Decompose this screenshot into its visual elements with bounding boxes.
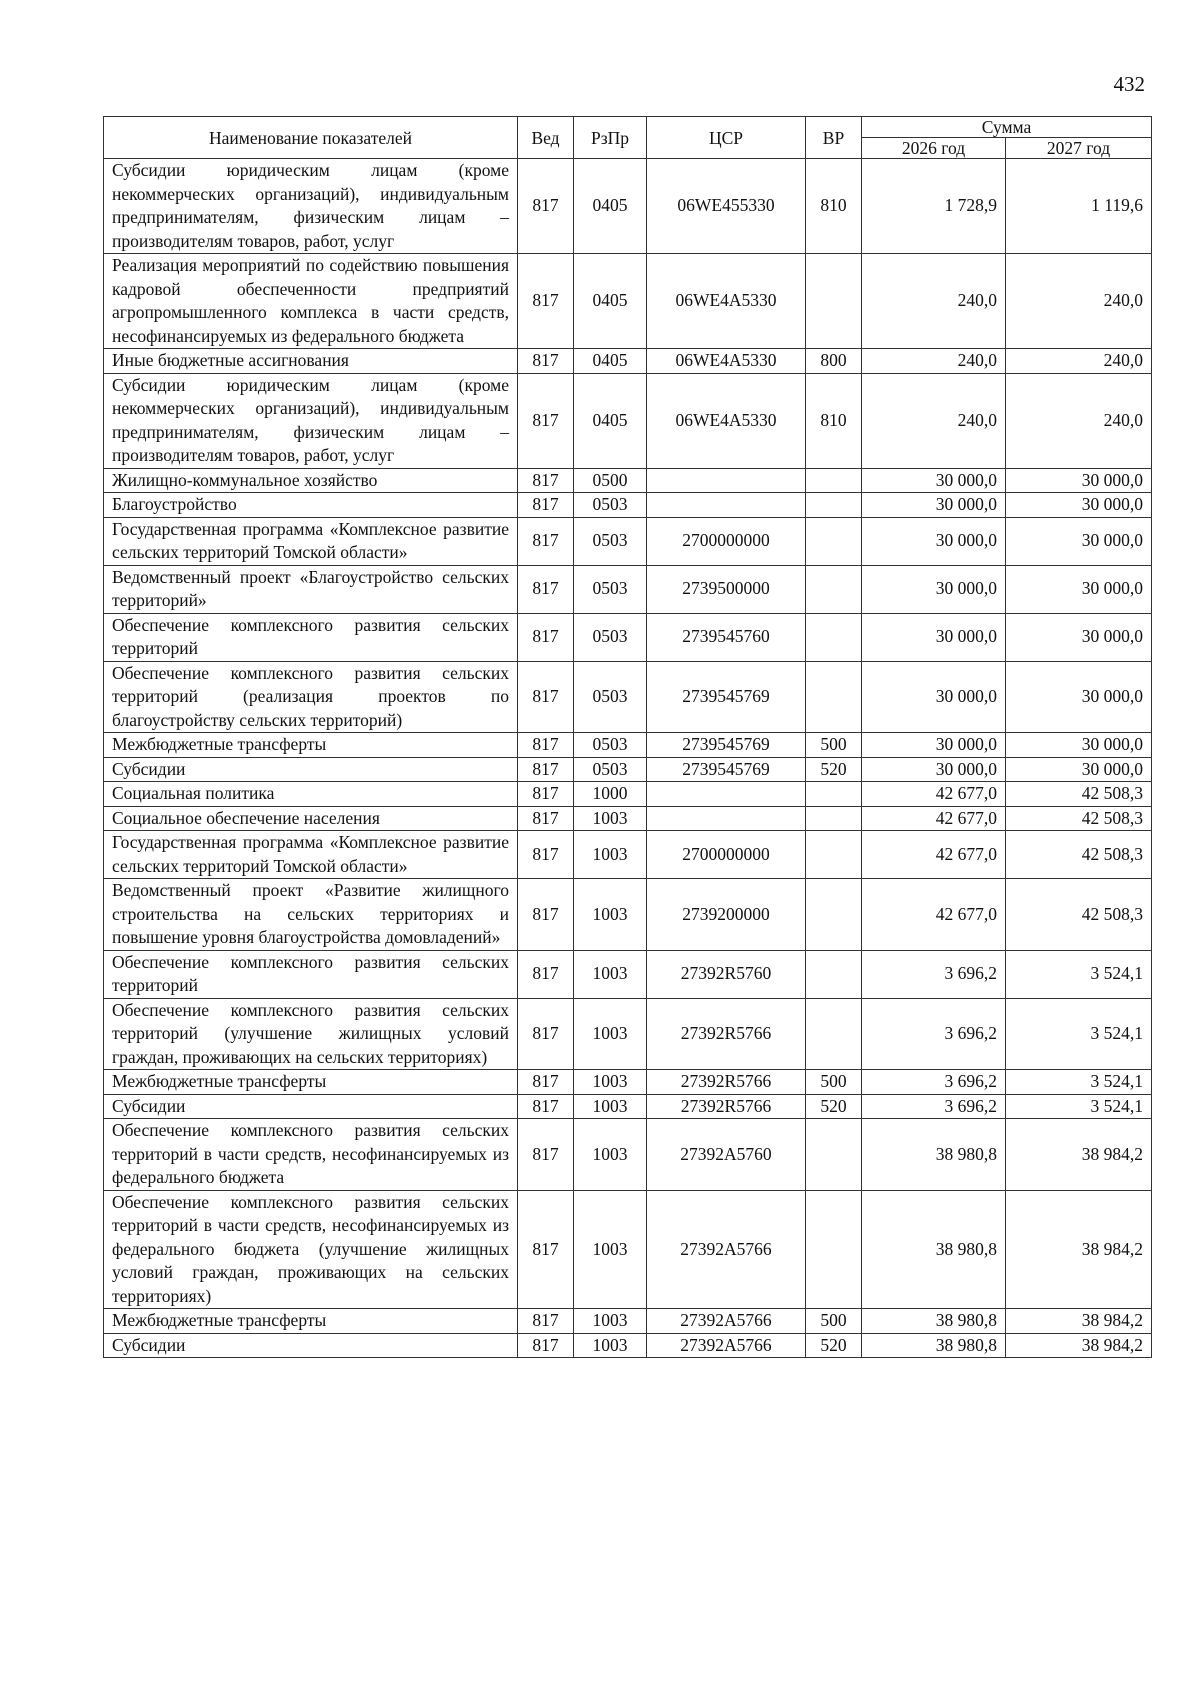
cell-csr: 06WE4A5330: [647, 254, 806, 349]
cell-sum-2026: 30 000,0: [862, 733, 1006, 758]
cell-sum-2027: 30 000,0: [1006, 565, 1152, 613]
cell-ved: 817: [518, 1070, 574, 1095]
cell-sum-2026: 42 677,0: [862, 806, 1006, 831]
cell-sum-2027: 30 000,0: [1006, 613, 1152, 661]
cell-sum-2026: 42 677,0: [862, 831, 1006, 879]
cell-name: Благоустройство: [104, 493, 518, 518]
cell-name: Ведомственный проект «Благоустройство сельских территорий»: [104, 565, 518, 613]
cell-name: Обеспечение комплексного развития сельских территорий: [104, 950, 518, 998]
page-number: 432: [1113, 72, 1145, 96]
cell-sum-2026: 240,0: [862, 373, 1006, 468]
cell-ved: 817: [518, 879, 574, 951]
cell-sum-2027: 38 984,2: [1006, 1309, 1152, 1334]
cell-name: Социальное обеспечение населения: [104, 806, 518, 831]
cell-sum-2027: 38 984,2: [1006, 1119, 1152, 1191]
cell-sum-2027: 42 508,3: [1006, 806, 1152, 831]
cell-sum-2027: 42 508,3: [1006, 879, 1152, 951]
table-row: [104, 950, 1152, 998]
cell-sum-2026: 38 980,8: [862, 1333, 1006, 1358]
header-year-2026: 2026 год: [862, 138, 1006, 159]
table-row: [104, 1190, 1152, 1309]
cell-rzpr: 1003: [574, 1190, 647, 1309]
cell-csr: 2700000000: [647, 517, 806, 565]
table-row: [104, 565, 1152, 613]
cell-csr: [647, 468, 806, 493]
cell-ved: 817: [518, 806, 574, 831]
table-body: [104, 159, 1152, 1358]
cell-name: Межбюджетные трансферты: [104, 1070, 518, 1095]
table-row: [104, 1309, 1152, 1334]
cell-name: Ведомственный проект «Развитие жилищного строительства на сельских территориях и повышение уровня благоустройства домовладений»: [104, 879, 518, 951]
cell-csr: 2739545769: [647, 733, 806, 758]
cell-csr: 06WE4A5330: [647, 373, 806, 468]
cell-csr: 27392A5766: [647, 1190, 806, 1309]
cell-csr: 2739545769: [647, 757, 806, 782]
cell-vr: 520: [806, 757, 862, 782]
cell-name: Субсидии: [104, 1094, 518, 1119]
cell-rzpr: 0503: [574, 733, 647, 758]
cell-ved: 817: [518, 1309, 574, 1334]
cell-ved: 817: [518, 613, 574, 661]
table-row: [104, 733, 1152, 758]
cell-vr: [806, 661, 862, 733]
cell-name: Реализация мероприятий по содействию повышения кадровой обеспеченности предприятий агропромышленного комплекса в части средств, несофинансируемых из федерального бюджета: [104, 254, 518, 349]
cell-rzpr: 1003: [574, 1119, 647, 1191]
cell-ved: 817: [518, 950, 574, 998]
cell-sum-2027: 30 000,0: [1006, 757, 1152, 782]
cell-csr: 27392A5766: [647, 1309, 806, 1334]
table-row: [104, 373, 1152, 468]
cell-rzpr: 0503: [574, 613, 647, 661]
cell-sum-2027: 30 000,0: [1006, 733, 1152, 758]
cell-ved: 817: [518, 831, 574, 879]
table-row: [104, 493, 1152, 518]
header-year-2027: 2027 год: [1006, 138, 1152, 159]
cell-csr: 2739500000: [647, 565, 806, 613]
cell-vr: 810: [806, 373, 862, 468]
cell-rzpr: 1003: [574, 806, 647, 831]
cell-sum-2027: 30 000,0: [1006, 468, 1152, 493]
table-row: [104, 254, 1152, 349]
table-row: [104, 879, 1152, 951]
table-row: [104, 1094, 1152, 1119]
cell-rzpr: 1003: [574, 1094, 647, 1119]
cell-name: Обеспечение комплексного развития сельских территорий в части средств, несофинансируемых из федерального бюджета: [104, 1119, 518, 1191]
cell-csr: 27392R5760: [647, 950, 806, 998]
cell-ved: 817: [518, 565, 574, 613]
cell-sum-2026: 30 000,0: [862, 613, 1006, 661]
cell-sum-2026: 30 000,0: [862, 565, 1006, 613]
cell-vr: [806, 254, 862, 349]
cell-rzpr: 1003: [574, 1309, 647, 1334]
cell-sum-2027: 3 524,1: [1006, 950, 1152, 998]
cell-sum-2027: 38 984,2: [1006, 1333, 1152, 1358]
cell-rzpr: 1003: [574, 998, 647, 1070]
table-row: [104, 806, 1152, 831]
table-row: [104, 1119, 1152, 1191]
cell-sum-2026: 38 980,8: [862, 1119, 1006, 1191]
cell-sum-2027: 38 984,2: [1006, 1190, 1152, 1309]
table-row: [104, 349, 1152, 374]
cell-ved: 817: [518, 254, 574, 349]
cell-rzpr: 0405: [574, 349, 647, 374]
cell-name: Обеспечение комплексного развития сельских территорий: [104, 613, 518, 661]
header-sum: Сумма: [862, 117, 1152, 138]
cell-sum-2027: 240,0: [1006, 349, 1152, 374]
cell-csr: 2700000000: [647, 831, 806, 879]
cell-vr: [806, 1190, 862, 1309]
cell-vr: [806, 517, 862, 565]
cell-name: Субсидии юридическим лицам (кроме некоммерческих организаций), индивидуальным предпринимателям, физическим лицам – производителям товаров, работ, услуг: [104, 373, 518, 468]
cell-ved: 817: [518, 1119, 574, 1191]
cell-sum-2026: 42 677,0: [862, 879, 1006, 951]
cell-rzpr: 1003: [574, 1070, 647, 1095]
cell-sum-2027: 3 524,1: [1006, 1070, 1152, 1095]
table-row: [104, 1333, 1152, 1358]
cell-rzpr: 0500: [574, 468, 647, 493]
table-row: [104, 517, 1152, 565]
table-header: [104, 117, 1152, 159]
budget-table: [103, 116, 1152, 1358]
cell-ved: 817: [518, 757, 574, 782]
cell-rzpr: 0503: [574, 493, 647, 518]
cell-name: Государственная программа «Комплексное развитие сельских территорий Томской области»: [104, 831, 518, 879]
cell-vr: 500: [806, 1070, 862, 1095]
cell-csr: 27392R5766: [647, 1070, 806, 1095]
cell-sum-2026: 240,0: [862, 349, 1006, 374]
cell-vr: 810: [806, 159, 862, 254]
cell-vr: 500: [806, 733, 862, 758]
cell-vr: [806, 613, 862, 661]
cell-sum-2026: 3 696,2: [862, 1094, 1006, 1119]
cell-rzpr: 1000: [574, 782, 647, 807]
cell-sum-2026: 240,0: [862, 254, 1006, 349]
cell-sum-2026: 3 696,2: [862, 998, 1006, 1070]
cell-vr: [806, 831, 862, 879]
cell-rzpr: 0405: [574, 159, 647, 254]
cell-sum-2026: 42 677,0: [862, 782, 1006, 807]
cell-csr: [647, 782, 806, 807]
cell-ved: 817: [518, 661, 574, 733]
cell-sum-2026: 38 980,8: [862, 1190, 1006, 1309]
table-row: [104, 1070, 1152, 1095]
table-row: [104, 831, 1152, 879]
cell-vr: [806, 1119, 862, 1191]
cell-name: Межбюджетные трансферты: [104, 733, 518, 758]
cell-sum-2027: 42 508,3: [1006, 831, 1152, 879]
cell-rzpr: 0503: [574, 565, 647, 613]
cell-csr: 2739545769: [647, 661, 806, 733]
cell-sum-2026: 30 000,0: [862, 468, 1006, 493]
table-row: [104, 159, 1152, 254]
header-ved: Вед: [518, 117, 574, 159]
table-row: [104, 468, 1152, 493]
cell-sum-2027: 30 000,0: [1006, 493, 1152, 518]
cell-ved: 817: [518, 517, 574, 565]
cell-name: Субсидии юридическим лицам (кроме некоммерческих организаций), индивидуальным предпринимателям, физическим лицам – производителям товаров, работ, услуг: [104, 159, 518, 254]
cell-csr: 27392R5766: [647, 1094, 806, 1119]
cell-name: Социальная политика: [104, 782, 518, 807]
cell-sum-2026: 30 000,0: [862, 493, 1006, 518]
header-csr: ЦСР: [647, 117, 806, 159]
cell-vr: 520: [806, 1333, 862, 1358]
cell-vr: [806, 782, 862, 807]
table-row: [104, 782, 1152, 807]
cell-vr: [806, 806, 862, 831]
cell-ved: 817: [518, 159, 574, 254]
cell-sum-2026: 38 980,8: [862, 1309, 1006, 1334]
cell-rzpr: 0503: [574, 757, 647, 782]
cell-csr: 06WE4A5330: [647, 349, 806, 374]
cell-csr: [647, 493, 806, 518]
cell-sum-2027: 30 000,0: [1006, 661, 1152, 733]
header-vr: ВР: [806, 117, 862, 159]
cell-sum-2027: 1 119,6: [1006, 159, 1152, 254]
cell-ved: 817: [518, 1190, 574, 1309]
cell-vr: [806, 998, 862, 1070]
cell-vr: [806, 950, 862, 998]
cell-name: Жилищно-коммунальное хозяйство: [104, 468, 518, 493]
cell-csr: 27392A5760: [647, 1119, 806, 1191]
cell-vr: 500: [806, 1309, 862, 1334]
table-row: [104, 998, 1152, 1070]
cell-vr: [806, 879, 862, 951]
cell-ved: 817: [518, 782, 574, 807]
cell-vr: [806, 493, 862, 518]
cell-name: Государственная программа «Комплексное развитие сельских территорий Томской области»: [104, 517, 518, 565]
cell-vr: [806, 468, 862, 493]
table-row: [104, 661, 1152, 733]
cell-rzpr: 1003: [574, 831, 647, 879]
cell-ved: 817: [518, 468, 574, 493]
cell-rzpr: 0405: [574, 254, 647, 349]
cell-sum-2026: 1 728,9: [862, 159, 1006, 254]
cell-csr: 06WE455330: [647, 159, 806, 254]
cell-vr: 800: [806, 349, 862, 374]
cell-ved: 817: [518, 998, 574, 1070]
cell-csr: [647, 806, 806, 831]
cell-sum-2026: 3 696,2: [862, 950, 1006, 998]
cell-name: Субсидии: [104, 757, 518, 782]
cell-sum-2027: 42 508,3: [1006, 782, 1152, 807]
cell-rzpr: 0503: [574, 661, 647, 733]
cell-rzpr: 0503: [574, 517, 647, 565]
cell-sum-2027: 3 524,1: [1006, 1094, 1152, 1119]
cell-csr: 2739545760: [647, 613, 806, 661]
cell-sum-2027: 240,0: [1006, 254, 1152, 349]
cell-sum-2026: 30 000,0: [862, 661, 1006, 733]
cell-rzpr: 0405: [574, 373, 647, 468]
cell-ved: 817: [518, 733, 574, 758]
cell-rzpr: 1003: [574, 879, 647, 951]
cell-name: Обеспечение комплексного развития сельских территорий в части средств, несофинансируемых из федерального бюджета (улучшение жилищных условий граждан, проживающих на сельских территориях): [104, 1190, 518, 1309]
cell-ved: 817: [518, 1094, 574, 1119]
table-row: [104, 757, 1152, 782]
cell-csr: 27392R5766: [647, 998, 806, 1070]
cell-name: Субсидии: [104, 1333, 518, 1358]
cell-sum-2027: 30 000,0: [1006, 517, 1152, 565]
table-row: [104, 613, 1152, 661]
cell-sum-2027: 240,0: [1006, 373, 1152, 468]
cell-sum-2026: 30 000,0: [862, 757, 1006, 782]
cell-csr: 2739200000: [647, 879, 806, 951]
header-rzpr: РзПр: [574, 117, 647, 159]
cell-name: Обеспечение комплексного развития сельских территорий (улучшение жилищных условий граждан, проживающих на сельских территориях): [104, 998, 518, 1070]
cell-sum-2027: 3 524,1: [1006, 998, 1152, 1070]
header-name: Наименование показателей: [104, 117, 518, 159]
cell-name: Обеспечение комплексного развития сельских территорий (реализация проектов по благоустройству сельских территорий): [104, 661, 518, 733]
cell-sum-2026: 3 696,2: [862, 1070, 1006, 1095]
cell-rzpr: 1003: [574, 950, 647, 998]
cell-ved: 817: [518, 373, 574, 468]
cell-vr: 520: [806, 1094, 862, 1119]
cell-ved: 817: [518, 1333, 574, 1358]
cell-name: Межбюджетные трансферты: [104, 1309, 518, 1334]
cell-ved: 817: [518, 349, 574, 374]
cell-name: Иные бюджетные ассигнования: [104, 349, 518, 374]
cell-csr: 27392A5766: [647, 1333, 806, 1358]
cell-rzpr: 1003: [574, 1333, 647, 1358]
cell-ved: 817: [518, 493, 574, 518]
cell-sum-2026: 30 000,0: [862, 517, 1006, 565]
cell-vr: [806, 565, 862, 613]
